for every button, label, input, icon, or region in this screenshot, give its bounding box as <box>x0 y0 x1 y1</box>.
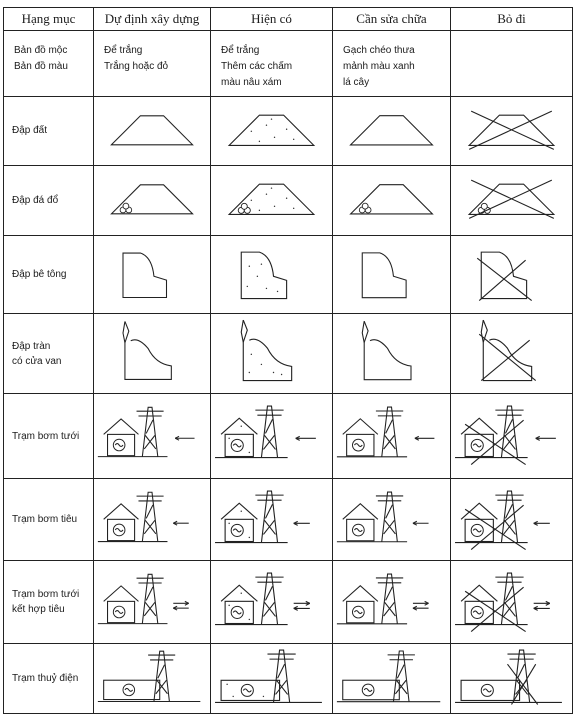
symbol-legend-table <box>3 7 573 714</box>
header-repair: Cần sửa chữa <box>333 8 451 31</box>
symbol-row-concrete-dam <box>4 236 573 314</box>
pump-irrigation-remove-symbol <box>451 394 573 479</box>
pump-drainage-planned-symbol <box>94 479 211 561</box>
symbol-row-earth-dam <box>4 97 573 166</box>
legend-planned: Để trắng Trắng hoặc đỏ <box>94 31 211 97</box>
symbol-row-pump-drainage <box>4 479 573 561</box>
pump-irrigation-repair-symbol <box>333 394 451 479</box>
spillway-dam-existing-symbol <box>211 313 333 394</box>
hydropower-repair-symbol <box>333 644 451 714</box>
pump-drainage-existing-symbol <box>211 479 333 561</box>
row-label: Đập đá đổ <box>4 165 94 236</box>
symbol-row-rockfill-dam <box>4 165 573 236</box>
rockfill-dam-existing-symbol <box>211 165 333 236</box>
hydropower-existing-symbol <box>211 644 333 714</box>
legend-remove <box>451 31 573 97</box>
pump-combined-planned-symbol <box>94 560 211 644</box>
header-planned: Dự định xây dựng <box>94 8 211 31</box>
rockfill-dam-repair-symbol <box>333 165 451 236</box>
pump-irrigation-existing-symbol <box>211 394 333 479</box>
row-label: Trạm bơm tiêu <box>4 479 94 561</box>
row-label: Trạm bơm tưới kết hợp tiêu <box>4 560 94 644</box>
concrete-dam-repair-symbol <box>333 236 451 314</box>
legend-existing: Để trắng Thêm các chấm màu nâu xám <box>211 31 333 97</box>
row-label: Đập tràn có cửa van <box>4 313 94 394</box>
pump-irrigation-planned-symbol <box>94 394 211 479</box>
pump-combined-existing-symbol <box>211 560 333 644</box>
concrete-dam-remove-symbol <box>451 236 573 314</box>
legend-label: Bản đồ mộc Bản đồ màu <box>4 31 94 97</box>
earth-dam-remove-symbol <box>451 97 573 166</box>
earth-dam-repair-symbol <box>333 97 451 166</box>
pump-drainage-remove-symbol <box>451 479 573 561</box>
header-remove: Bỏ đi <box>451 8 573 31</box>
hydropower-planned-symbol <box>94 644 211 714</box>
symbol-row-hydropower <box>4 644 573 714</box>
concrete-dam-planned-symbol <box>94 236 211 314</box>
header-existing: Hiện có <box>211 8 333 31</box>
pump-combined-remove-symbol <box>451 560 573 644</box>
row-label: Đập bê tông <box>4 236 94 314</box>
symbol-row-spillway-dam <box>4 313 573 394</box>
pump-combined-repair-symbol <box>333 560 451 644</box>
concrete-dam-existing-symbol <box>211 236 333 314</box>
spillway-dam-repair-symbol <box>333 313 451 394</box>
hydropower-remove-symbol <box>451 644 573 714</box>
earth-dam-planned-symbol <box>94 97 211 166</box>
rockfill-dam-planned-symbol <box>94 165 211 236</box>
row-label: Trạm bơm tưới <box>4 394 94 479</box>
spillway-dam-remove-symbol <box>451 313 573 394</box>
legend-repair: Gạch chéo thưa mảnh màu xanh lá cây <box>333 31 451 97</box>
rockfill-dam-remove-symbol <box>451 165 573 236</box>
legend-row <box>4 31 573 97</box>
symbol-row-pump-irrigation <box>4 394 573 479</box>
spillway-dam-planned-symbol <box>94 313 211 394</box>
pump-drainage-repair-symbol <box>333 479 451 561</box>
earth-dam-existing-symbol <box>211 97 333 166</box>
header-category: Hạng mục <box>4 8 94 31</box>
symbol-row-pump-combined <box>4 560 573 644</box>
symbol-rows <box>4 97 573 714</box>
header-row <box>4 8 573 31</box>
row-label: Đập đất <box>4 97 94 166</box>
row-label: Trạm thuỷ điện <box>4 644 94 714</box>
